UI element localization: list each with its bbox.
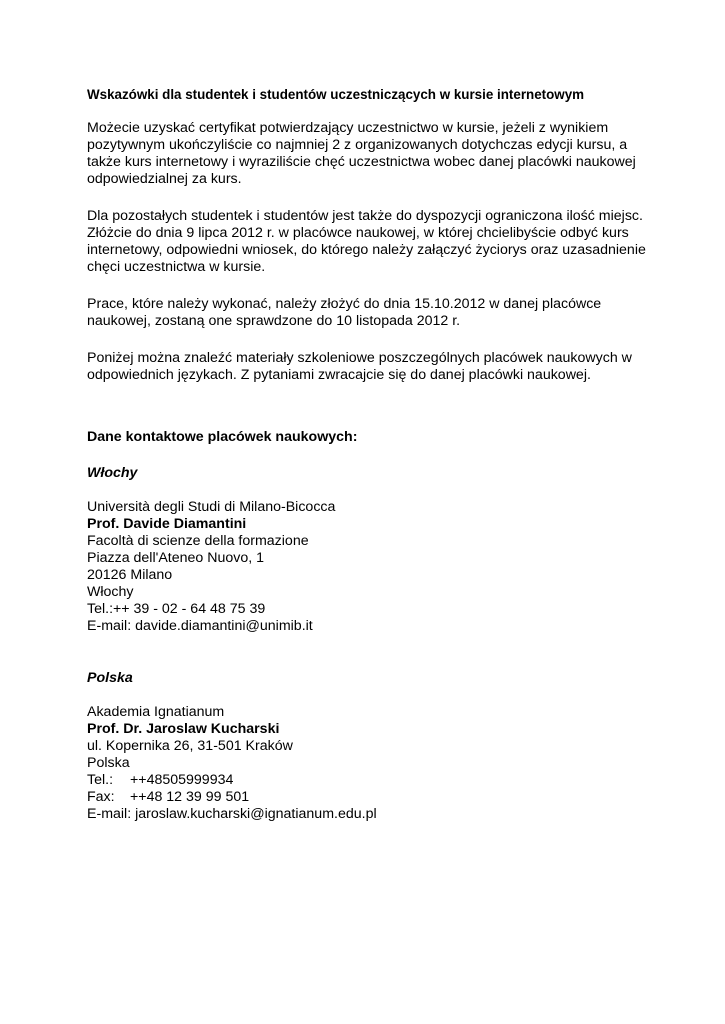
italy-person: Prof. Davide Diamantini (87, 516, 247, 532)
poland-phone-label: Tel.: (87, 772, 114, 788)
paragraph-deadline: Prace, które należy wykonać, należy złożyć do dnia 15.10.2012 w danej placówce naukowej, zostaną one sprawdzone do 10 listopada 2012 r. (87, 296, 602, 329)
italy-street: Piazza dell'Ateneo Nuovo, 1 (87, 550, 265, 566)
poland-country-line: Polska (87, 755, 130, 771)
poland-fax-value: ++48 12 39 99 501 (130, 789, 250, 805)
contact-block-italy (87, 499, 647, 635)
country-heading-italy: Włochy (87, 465, 138, 481)
poland-person: Prof. Dr. Jaroslaw Kucharski (87, 721, 280, 737)
paragraph-other-students: Dla pozostałych studentek i studentów jest także do dyspozycji ograniczona ilość miejsc. Złóżcie do dnia 9 lipca 2012 r. w placówce naukowej, w której chcielibyście odbyć kurs internetowy, odpowiedni wniosek, do którego należy załączyć życiorys oraz uzasadnienie chęci uczestnictwa w kursie. (87, 208, 646, 275)
poland-phone-value: ++48505999934 (130, 772, 234, 788)
poland-institution: Akademia Ignatianum (87, 704, 225, 720)
italy-email: E-mail: davide.diamantini@unimib.it (87, 618, 313, 634)
italy-city: 20126 Milano (87, 567, 173, 583)
poland-fax-label: Fax: (87, 789, 115, 805)
paragraph-materials: Poniżej można znaleźć materiały szkoleniowe poszczególnych placówek naukowych w odpowiednich językach. Z pytaniami zwracajcie się do danej placówki naukowej. (87, 350, 632, 383)
italy-country-line: Włochy (87, 584, 134, 600)
document-title: Wskazówki dla studentek i studentów uczestniczących w kursie internetowym (87, 87, 585, 102)
poland-fax (87, 789, 647, 806)
poland-street: ul. Kopernika 26, 31-501 Kraków (87, 738, 293, 754)
country-heading-poland: Polska (87, 670, 133, 686)
contacts-heading: Dane kontaktowe placówek naukowych: (87, 429, 358, 445)
poland-email: E-mail: jaroslaw.kucharski@ignatianum.edu.pl (87, 806, 377, 822)
italy-phone: Tel.:++ 39 - 02 - 64 48 75 39 (87, 601, 266, 617)
italy-faculty: Facoltà di scienze della formazione (87, 533, 309, 549)
italy-institution: Università degli Studi di Milano-Bicocca (87, 499, 336, 515)
contact-block-poland (87, 704, 647, 823)
document-body (87, 86, 647, 823)
paragraph-certificate: Możecie uzyskać certyfikat potwierdzający uczestnictwo w kursie, jeżeli z wynikiem pozytywnym ukończyliście co najmniej 2 z organizowanych dotychczas edycji kursu, a także kurs internetowy i wyraziliście chęć uczestnictwa wobec danej placówki naukowej odpowiedzialnej za kurs. (87, 120, 636, 187)
poland-phone (87, 772, 647, 789)
